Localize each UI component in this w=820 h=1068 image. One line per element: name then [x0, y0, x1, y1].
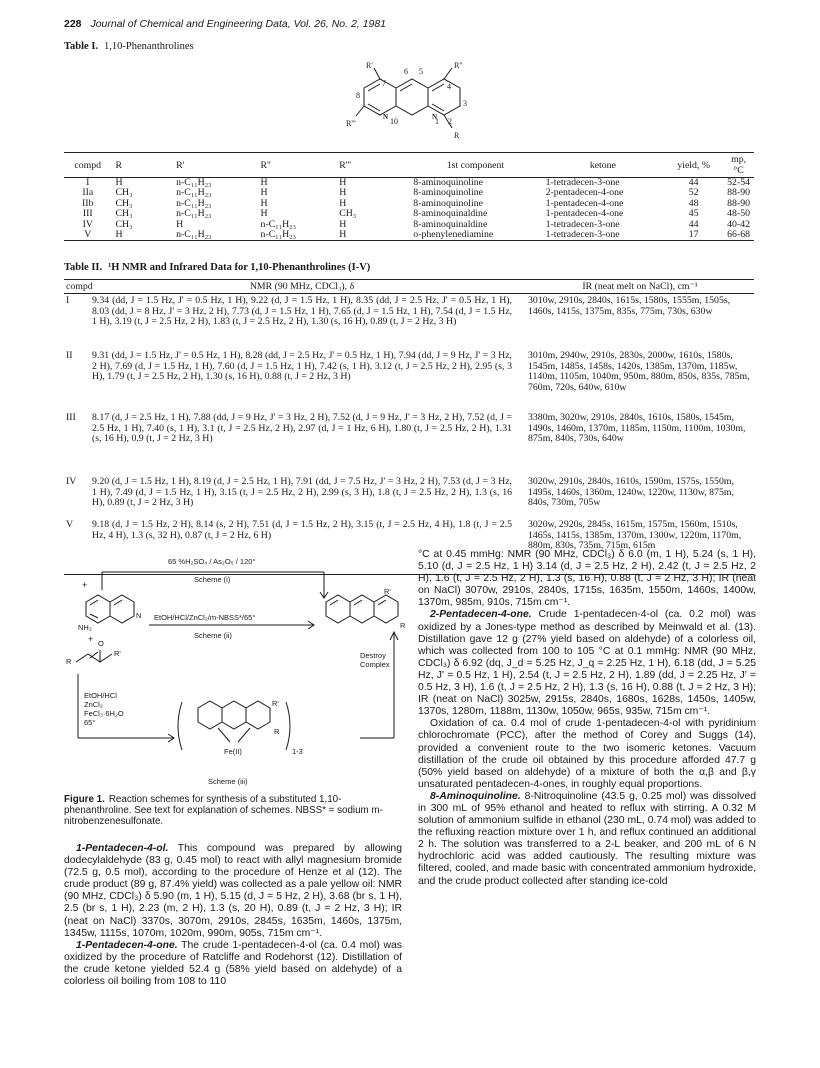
table-cell: n-C₁₁H₂₃	[176, 177, 212, 188]
paragraph-text: The crude 1-pentadecen-4-ol (ca. 0.4 mol) was oxidized by the procedure of Ratcliffe and Rodehorst (12). Distillation of the crude ketone yielded 52.4 g (58% yield based on aldehyde) of a colorless oil boiling from 108 to 110	[64, 939, 402, 988]
table-row	[64, 477, 754, 520]
table-cell: H	[339, 218, 347, 230]
table2-col-compd: compd	[66, 281, 93, 292]
table-cell: n-C₁₁H₂₃	[257, 230, 336, 241]
table-cell: III	[82, 208, 93, 220]
struct-label-r1: R'	[366, 61, 373, 70]
table-cell: 3380m, 3020w, 2910s, 2840s, 1610s, 1580s, 1545m, 1490s, 1460m, 1370m, 1185m, 1150m, 1100m, 1030m, 875m, 840s, 730s, 640w	[528, 412, 746, 445]
table-cell: IV	[82, 218, 93, 230]
table-cell: 1-pentadecen-4-one	[545, 197, 624, 209]
table-cell: V	[64, 230, 112, 241]
table-cell: 1-pentadecen-4-one	[545, 208, 624, 220]
left-column	[64, 843, 402, 988]
table-cell: 1-tetradecen-3-one	[545, 218, 620, 230]
table-cell: 3010w, 2910s, 2840s, 1615s, 1580s, 1555m, 1505s, 1460s, 1415s, 1375m, 835s, 775m, 730s, 630w	[528, 295, 731, 317]
table2-col-nmr: NMR (90 MHz, CDCl₃), δ	[249, 281, 355, 292]
table-cell: 9.18 (d, J = 1.5 Hz, 2 H), 8.14 (s, 2 H), 7.51 (d, J = 1.5 Hz, 2 H), 3.15 (t, J = 2.5 Hz, 4 H), 1.8 (t, J = 2.5 Hz, 4 H), 1.3 (s, 32 H), 0.87 (t, J = 2 Hz, 6 H)	[92, 519, 512, 541]
table2-col-ir: IR (neat melt on NaCl), cm⁻¹	[582, 281, 698, 292]
table-cell: IIa	[82, 187, 94, 199]
r1-label-complex: R'	[272, 699, 279, 708]
table-cell: CH₃	[115, 208, 133, 220]
paragraph-text: °C at 0.45 mmHg: NMR (90 MHz, CDCl₃) δ 6.0 (m, 1 H), 5.24 (s, 1 H), 5.10 (d, J = 2.5 Hz, 1 H) 3.14 (d, J = 2.5 Hz, 2 H), 2.42 (t, J = 2.5 Hz, 2 H), 1.6 (t, J = 2.5 Hz, 2 H), 1.3 (s, 16 H), 0.88 (t, J = 2 Hz, 3 H); IR (neat on NaCl) 3070w, 2910s, 2840s, 1715s, 1635m, 1550m, 1460s, 1400w, 1370m, 985m, 910s, 715m cm⁻¹.	[418, 549, 756, 609]
struct-label-r3: R'''	[346, 119, 356, 128]
struct-label-10: 10	[390, 117, 398, 126]
table1-col-first-component: 1st component	[409, 153, 541, 178]
aminoquinoline-ring-2	[110, 595, 134, 623]
table1-col-mp: mp, °C	[723, 153, 754, 178]
table1-col-compd: compd	[64, 153, 112, 178]
table1-caption	[64, 41, 194, 52]
scheme-ii-label: Scheme (ii)	[194, 631, 232, 640]
table-cell: n-C₁₁H₂₃	[260, 218, 296, 230]
paragraph-text: This compound was prepared by allowing dodecylaldehyde (83 g, 0.45 mol) to react with allyl magnesium bromide (72.5 g, 0.5 mol), according to the procedure of Henze et al (12). The crude product (89 g, 87.4% yield) was collected as a pale yellow oil: NMR (90 MHz, CDCl₃) δ 5.90 (m, 1 H), 5.15 (d, J = 5 Hz, 2 H), 3.68 (br s, 1 H), 2.5 (br s, 1 H), 2.23 (m, 2 H), 1.3 (s, 20 H), 0.89 (t, J = 2 Hz, 3 H); IR (neat on NaCl) 3370s, 3070m, 2910s, 2845s, 1635m, 1460s, 1375m, 1345w, 1115s, 1070m, 1020m, 990m, 905s, 715m cm⁻¹.	[64, 843, 402, 939]
table-cell: H	[339, 177, 347, 188]
scheme-iii-label: Scheme (iii)	[208, 777, 248, 786]
fe-label: Fe(II)	[224, 747, 242, 756]
table-cell: 17	[664, 230, 723, 241]
table-cell: 66-68	[723, 230, 754, 241]
struct-label-2: 2	[448, 117, 452, 126]
table-cell: 8-aminoquinoline	[413, 177, 483, 188]
table2-label: Table II.	[64, 262, 103, 273]
table-row	[64, 199, 754, 209]
table-cell: IV	[66, 476, 77, 487]
struct-label-5: 5	[419, 67, 423, 76]
table-cell: III	[66, 412, 76, 423]
svg-text:N: N	[432, 113, 438, 121]
right-column	[418, 549, 756, 888]
table1	[64, 152, 754, 241]
table1-col-r3: R'''	[335, 153, 409, 178]
r-label-product: R	[400, 621, 406, 630]
table-cell: 3010m, 2940w, 2910s, 2830s, 2000w, 1610s, 1580s, 1545m, 1485s, 1458s, 1420s, 1385m, 1370m, 1185w, 1140m, 1105m, 1040m, 950m, 880m, 850s, 835s, 785m, 760m, 720s, 640w, 610w	[528, 350, 750, 393]
paragraph	[64, 843, 402, 940]
table-cell: 1-tetradecen-3-one	[542, 230, 665, 241]
table-cell: 8.17 (d, J = 2.5 Hz, 1 H), 7.88 (dd, J = 9 Hz, J' = 3 Hz, 2 H), 7.52 (d, J = 9 Hz, J' = 3 Hz, 2 H), 7.52 (d, J = 2.5 Hz, 1 H), 7.40 (s, 1 H), 3.1 (t, J = 2.5 Hz, 2 H), 2.97 (d, J = 1 Hz, 6 H), 1.80 (t, J = 2.5 Hz, 2 H), 1.31 (s, 16 H), 0.9 (t, J = 2 Hz, 3 H)	[92, 412, 512, 445]
paragraph-heading: 1-Pentadecen-4-ol.	[76, 843, 169, 854]
table1-col-yield: yield, %	[664, 153, 723, 178]
table-row	[64, 230, 754, 241]
journal-citation: Journal of Chemical and Engineering Data, Vol. 26, No. 2, 1981	[90, 18, 386, 30]
destroy-label: Destroy	[360, 651, 386, 660]
table-cell: 52-54	[727, 177, 750, 188]
table-cell: H	[339, 197, 347, 209]
paragraph	[64, 940, 402, 988]
table-cell: 8-aminoquinaldine	[413, 218, 488, 230]
table2-header-row	[64, 279, 754, 294]
table-cell: H	[260, 187, 268, 199]
scheme-i-conditions: 65 %H₂SO₄ / As₂O₅ / 120°	[168, 557, 256, 566]
table-cell: H	[260, 197, 268, 209]
complex-label: Complex	[360, 660, 390, 669]
table-row	[64, 349, 754, 411]
table-cell: I	[86, 177, 90, 188]
scheme-iii-condition-2: ZnCl₂	[84, 700, 103, 709]
table-cell: II	[66, 350, 73, 361]
table-cell: 1-tetradecen-3-one	[545, 177, 620, 188]
stoich-label: 1-3	[292, 747, 303, 756]
table-cell: H	[335, 230, 409, 241]
svg-text:+: +	[82, 580, 88, 590]
table-cell: H	[339, 187, 347, 199]
running-header	[64, 18, 386, 30]
table-cell: I	[66, 295, 70, 306]
table-cell: n-C₁₁H₂₃	[176, 187, 212, 199]
svg-text:N: N	[383, 113, 389, 121]
r-label-enone: R	[66, 657, 72, 666]
paragraph-heading: 1-Pentadecen-4-one.	[76, 939, 178, 951]
table-cell: H	[112, 230, 173, 241]
table2-title: ¹H NMR and Infrared Data for 1,10-Phenanthrolines (I-V)	[108, 262, 371, 273]
table-cell: 8-aminoquinoline	[413, 187, 483, 199]
scheme-i-label: Scheme (i)	[194, 575, 231, 584]
table-cell: 40-42	[727, 218, 750, 230]
table-row	[64, 220, 754, 230]
struct-label-3: 3	[463, 99, 467, 108]
table1-col-r2: R''	[257, 153, 336, 178]
struct-label-7: 7	[382, 79, 386, 88]
table2-caption	[64, 262, 376, 273]
table-cell: n-C₁₁H₂₃	[176, 197, 212, 209]
table-cell: 9.20 (d, J = 1.5 Hz, 1 H), 8.19 (d, J = 2.5 Hz, 1 H), 7.91 (dd, J = 7.5 Hz, J' = 3 Hz, 2 H), 7.53 (d, J = 3 Hz, 1 H), 7.49 (d, J = 1.5 Hz, 1 H), 3.15 (t, J = 2.5 Hz, 2 H), 2.99 (s, 3 H), 1.8 (t, J = 2.5 Hz, 2 H), 1.3 (s, 16 H), 0.89 (t, J = 2 Hz, 3 H)	[92, 476, 512, 509]
table-cell: H	[115, 177, 123, 188]
table-row	[64, 188, 754, 198]
svg-text:+: +	[88, 634, 94, 644]
table-row	[64, 178, 754, 189]
r1-label-product: R'	[384, 587, 391, 596]
table1-label: Table I.	[64, 41, 99, 52]
table-cell: CH₃	[115, 197, 133, 209]
paragraph-text: 8-Nitroquinoline (43.5 g, 0.25 mol) was dissolved in 300 mL of 95% ethanol and heated to reflux with stirring. A 0.32 M solution of ammonium sulfide in ethanol (230 mL, 0.74 mol) was added to the refluxing reaction mixture over 1 h, and reflux continued an additional 2 h. The solution was transferred to a 2-L beaker, and 200 mL of 6 N hydrochloric acid was added cautiously. The resulting mixture was filtered, cooled, and made basic with concentrated ammonium hydroxide, and the crude product collected after standing ice-cold	[418, 790, 757, 887]
table-cell: 9.31 (dd, J = 1.5 Hz, J' = 0.5 Hz, 1 H), 8.28 (dd, J = 2.5 Hz, J' = 0.5 Hz, 1 H), 7.94 (dd, J = 9 Hz, J' = 3 Hz, 2 H), 7.69 (d, J = 1.5 Hz, 1 H), 7.60 (d, J = 1.5 Hz, 1 H), 7.42 (s, 1 H), 3.12 (t, J = 2.5 Hz, 2 H), 2.95 (s, 3 H), 1.79 (t, J = 2.5 Hz, 2 H), 1.30 (s, 16 H), 0.88 (t, J = 2 Hz, 3 H)	[92, 350, 512, 383]
table1-col-ketone: ketone	[542, 153, 665, 178]
paragraph	[418, 549, 756, 609]
paragraph	[418, 718, 756, 791]
table-cell: 3020w, 2920s, 2845s, 1615m, 1575m, 1560m, 1510s, 1465s, 1415s, 1385m, 1370m, 1300w, 1220m, 1170m, 880m, 830s, 735m, 715m, 615m	[528, 519, 742, 552]
table-cell: 3020w, 2910s, 2840s, 1610s, 1590m, 1575s, 1550m, 1495s, 1460s, 1360m, 1240w, 1220w, 1130w, 875m, 840s, 730m, 705w	[528, 476, 734, 509]
table2	[64, 279, 754, 575]
table-row	[64, 294, 754, 349]
figure1-caption	[64, 794, 402, 827]
scheme-iii-condition-3: FeCl₃·6H₂O	[84, 709, 124, 718]
struct-label-r: R	[454, 131, 460, 140]
table-cell: o-phenylenediamine	[409, 230, 541, 241]
struct-label-r2: R''	[454, 61, 463, 70]
table-cell: n-C₁₁H₂₃	[172, 230, 256, 241]
table-cell: 8-aminoquinaldine	[413, 208, 488, 220]
table-cell: IIb	[82, 197, 94, 209]
struct-label-8: 8	[356, 91, 360, 100]
page-number: 228	[64, 18, 82, 30]
table1-title: 1,10-Phenanthrolines	[104, 41, 194, 52]
table-row	[64, 411, 754, 477]
figure1-label: Figure 1.	[64, 794, 105, 805]
table-cell: n-C₁₁H₂₃	[176, 208, 212, 220]
table1-col-r: R	[112, 153, 173, 178]
struct-label-6: 6	[404, 67, 408, 76]
table-cell: 52	[688, 187, 699, 199]
table-cell: 44	[688, 177, 699, 188]
paragraph-heading: 8-Aminoquinoline.	[430, 790, 521, 802]
table-cell: 88-90	[727, 187, 750, 199]
table1-header-row	[64, 153, 754, 178]
struct-label-1: 1	[435, 117, 439, 126]
table-cell: 45	[688, 208, 699, 220]
struct-label-4: 4	[447, 82, 451, 91]
reaction-scheme-figure	[64, 550, 404, 788]
paragraph-text: Crude 1-pentadecen-4-ol (ca. 0.2 mol) was oxidized by a Jones-type method as described by Meinwald et al. (13). Distillation gave 12 g (27% yield based on aldehyde) of a colorless oil, which was collected from 100 to 105 °C at 0.1 mmHg: NMR (90 MHz, CDCl₃) δ 6.92 (dq, J_d = 5.25 Hz, J_q = 2.25 Hz, 1 H), 6.18 (dd, J = 5.25 Hz, J' = 0.5 Hz, 1 H), 2.54 (t, J = 2.5 Hz, 2 H), 1.89 (dd, J = 2.25 Hz, J' = 0.5 Hz, 3 H), 1.6 (t, J = 2.5 Hz, 2 H), 1.3 (s, 16 H), 0.88 (t, J = 2 Hz, 3 H); IR (neat on NaCl) 3025w, 2915s, 2840s, 1680s, 1628s, 1450s, 1405w, 1370s, 1280m, 1188m, 1130w, 1050w, 965s, 935w, 715m cm⁻¹.	[418, 609, 756, 718]
table-cell: 44	[688, 218, 699, 230]
phenanthroline-structure	[344, 58, 494, 150]
paragraph	[418, 791, 756, 888]
table-cell: 48	[688, 197, 699, 209]
nh2-label: NH₂	[78, 623, 92, 632]
table-cell: 9.34 (dd, J = 1.5 Hz, J' = 0.5 Hz, 1 H), 9.22 (d, J = 1.5 Hz, 1 H), 8.35 (dd, J = 2.5 Hz, J' = 0.5 Hz, 1 H), 8.03 (dd, J = 8 Hz, J' = 3 Hz, 2 H), 7.73 (d, J = 1.5 Hz, 1 H), 7.65 (d, J = 1.5 Hz, 1 H), 7.54 (d, J = 1.5 Hz, 1 H), 3.19 (t, J = 2.5 Hz, 2 H), 1.83 (t, J = 2.5 Hz, 2 H), 1.30 (s, 16 H), 0.89 (t, J = 2 Hz, 3 H)	[92, 295, 512, 328]
table1-col-r1: R'	[172, 153, 256, 178]
scheme-ii-conditions: EtOH/HCl/ZnCl₂/m-NBSS*/65°	[154, 613, 256, 622]
scheme-iii-condition-4: 65°	[84, 718, 96, 727]
table-cell: 48-50	[727, 208, 750, 220]
table-cell: 8-aminoquinoline	[413, 197, 483, 209]
paragraph-heading: 2-Pentadecen-4-one.	[430, 609, 532, 621]
table-cell: V	[66, 519, 74, 530]
table-row	[64, 209, 754, 219]
paragraph	[418, 609, 756, 718]
table-cell: CH₃	[339, 208, 357, 220]
figure1-caption-text: Reaction schemes for synthesis of a substituted 1,10-phenanthroline. See text for explanation of schemes. NBSS* = sodium m-nitrobenzenesulfonate.	[64, 794, 383, 827]
table-cell: CH₃	[115, 187, 133, 199]
scheme-iii-condition-1: EtOH/HCl	[84, 691, 117, 700]
table-cell: H	[260, 208, 268, 220]
n-label-start: N	[136, 611, 142, 620]
table-cell: CH₃	[115, 218, 133, 230]
table-cell: H	[260, 177, 268, 188]
table-cell: 88-90	[727, 197, 750, 209]
r-label-complex: R	[274, 727, 280, 736]
o-label: O	[98, 639, 104, 648]
table-cell: 2-pentadecen-4-one	[545, 187, 624, 199]
aminoquinoline-ring-1	[86, 595, 110, 623]
paragraph-text: Oxidation of ca. 0.4 mol of crude 1-pentadecen-4-ol with pyridinium chlorochromate (PCC), after the method of Corey and Suggs (14), provided a convenient route to the two isomeric ketones. Vacuum distillation of the crude oil obtained by this procedure afforded 47.7 g (50% yield based on aldehyde) of a mixture of both the α,β and β,γ unsaturated pentadecen-4-ones, in roughly equal proportions.	[418, 718, 756, 790]
table-cell: H	[176, 218, 184, 230]
r1-label-enone: R'	[114, 649, 121, 658]
